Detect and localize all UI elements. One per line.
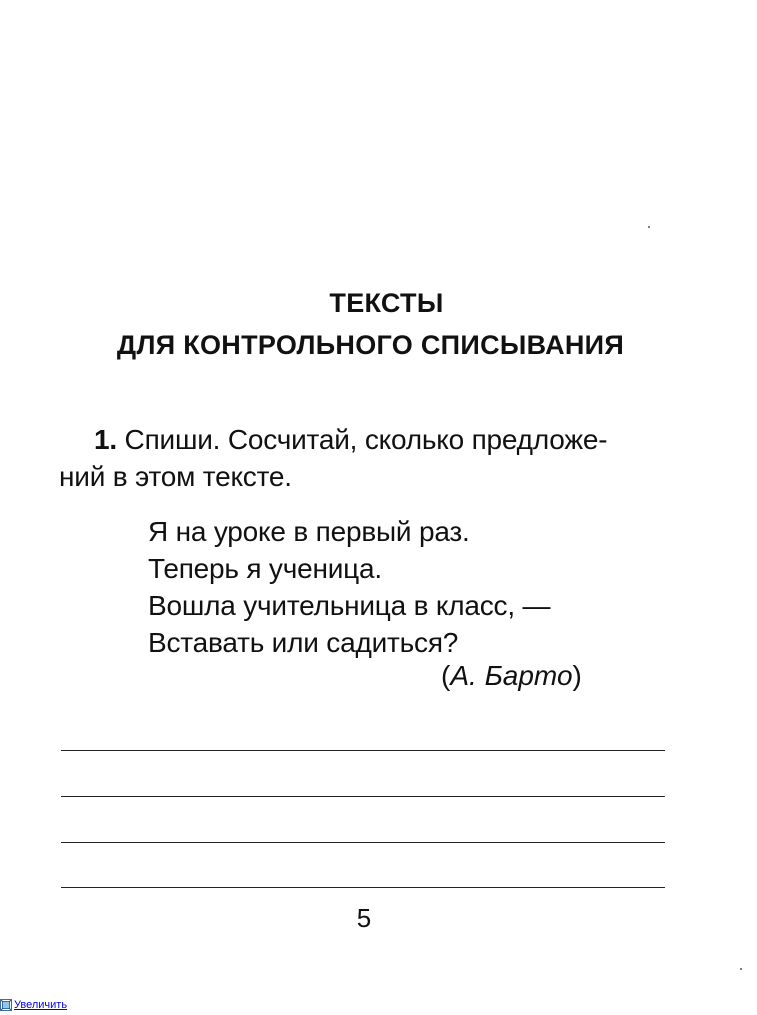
poem-line: Я на уроке в первый раз. bbox=[148, 516, 470, 547]
writing-line bbox=[61, 842, 665, 843]
attribution-close-paren: ) bbox=[572, 660, 582, 691]
writing-line bbox=[61, 796, 665, 797]
poem-line: Вошла учительница в класс, — bbox=[148, 590, 551, 621]
page-number: 5 bbox=[356, 903, 372, 933]
writing-line bbox=[61, 750, 665, 751]
scan-speck bbox=[740, 968, 742, 970]
poem-author: А. Барто bbox=[450, 660, 573, 691]
scan-speck bbox=[648, 226, 650, 228]
attribution-open-paren: ( bbox=[441, 660, 451, 691]
task-text-line-2: ний в этом тексте. bbox=[59, 461, 292, 492]
magnify-icon bbox=[0, 999, 12, 1011]
writing-line bbox=[61, 887, 665, 888]
poem bbox=[148, 513, 550, 661]
poem-line: Теперь я ученица. bbox=[148, 553, 382, 584]
section-title-line-1: ТЕКСТЫ bbox=[329, 288, 444, 318]
zoom-link-label[interactable]: Увеличить bbox=[14, 999, 68, 1011]
task-number: 1. bbox=[94, 424, 117, 455]
task-text-line-1: Спиши. Сосчитай, сколько предложе- bbox=[124, 424, 608, 455]
task-instruction bbox=[59, 421, 679, 495]
poem-line: Вставать или садиться? bbox=[148, 627, 459, 658]
task-instruction-line-1 bbox=[59, 421, 679, 458]
poem-attribution bbox=[441, 657, 582, 694]
zoom-link[interactable] bbox=[0, 998, 67, 1012]
section-title-line-2: ДЛЯ КОНТРОЛЬНОГО СПИСЫВАНИЯ bbox=[116, 330, 625, 360]
